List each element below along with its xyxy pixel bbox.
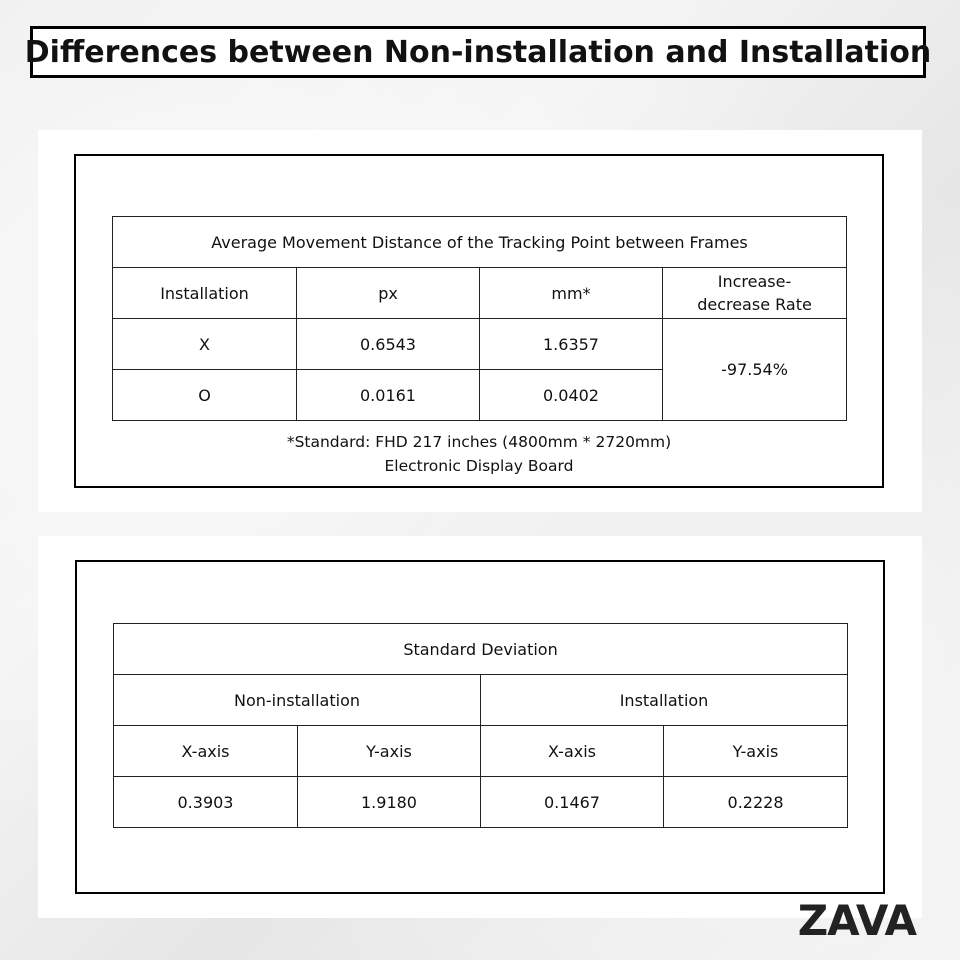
cell-px: 0.6543: [297, 319, 480, 370]
header-y-axis: Y-axis: [664, 726, 848, 777]
header-x-axis: X-axis: [481, 726, 664, 777]
table-row: [113, 319, 847, 370]
panel-standard-deviation: [38, 536, 922, 918]
cell-installation: O: [113, 370, 297, 421]
footnote-line-1: *Standard: FHD 217 inches (4800mm * 2720mm): [286, 433, 672, 451]
average-movement-table: [112, 216, 847, 421]
table-header-row: [113, 268, 847, 319]
footnote: [76, 430, 882, 478]
footnote-line-2: Electronic Display Board: [384, 457, 574, 475]
header-y-axis: Y-axis: [298, 726, 481, 777]
cell-value: 1.9180: [298, 777, 481, 828]
group-installation: Installation: [481, 675, 848, 726]
cell-value: 0.1467: [481, 777, 664, 828]
header-px: px: [297, 268, 480, 319]
table-caption: Standard Deviation: [114, 624, 848, 675]
cell-installation: X: [113, 319, 297, 370]
header-mm: mm*: [480, 268, 663, 319]
table-frame-average-movement: [74, 154, 884, 488]
header-installation: Installation: [113, 268, 297, 319]
table-caption-row: [113, 217, 847, 268]
panel-average-movement: [38, 130, 922, 512]
header-rate-line-2: decrease Rate: [697, 295, 812, 314]
cell-value: 0.2228: [664, 777, 848, 828]
cell-mm: 0.0402: [480, 370, 663, 421]
header-rate-line-1: Increase-: [717, 272, 792, 291]
group-non-installation: Non-installation: [114, 675, 481, 726]
header-rate: [663, 268, 847, 319]
cell-mm: 1.6357: [480, 319, 663, 370]
standard-deviation-table: [113, 623, 848, 828]
table-group-row: [114, 675, 848, 726]
table-row: [114, 777, 848, 828]
cell-value: 0.3903: [114, 777, 298, 828]
title-box: [24, 26, 932, 78]
cell-px: 0.0161: [297, 370, 480, 421]
cell-rate: -97.54%: [663, 319, 847, 421]
zava-logo: ZAVA: [797, 896, 916, 945]
header-x-axis: X-axis: [114, 726, 298, 777]
table-header-row: [114, 726, 848, 777]
table-caption-row: [114, 624, 848, 675]
table-caption: Average Movement Distance of the Tracking Point between Frames: [113, 217, 847, 268]
table-frame-standard-deviation: [75, 560, 885, 894]
page-title: Differences between Non-installation and Installation: [24, 34, 932, 70]
